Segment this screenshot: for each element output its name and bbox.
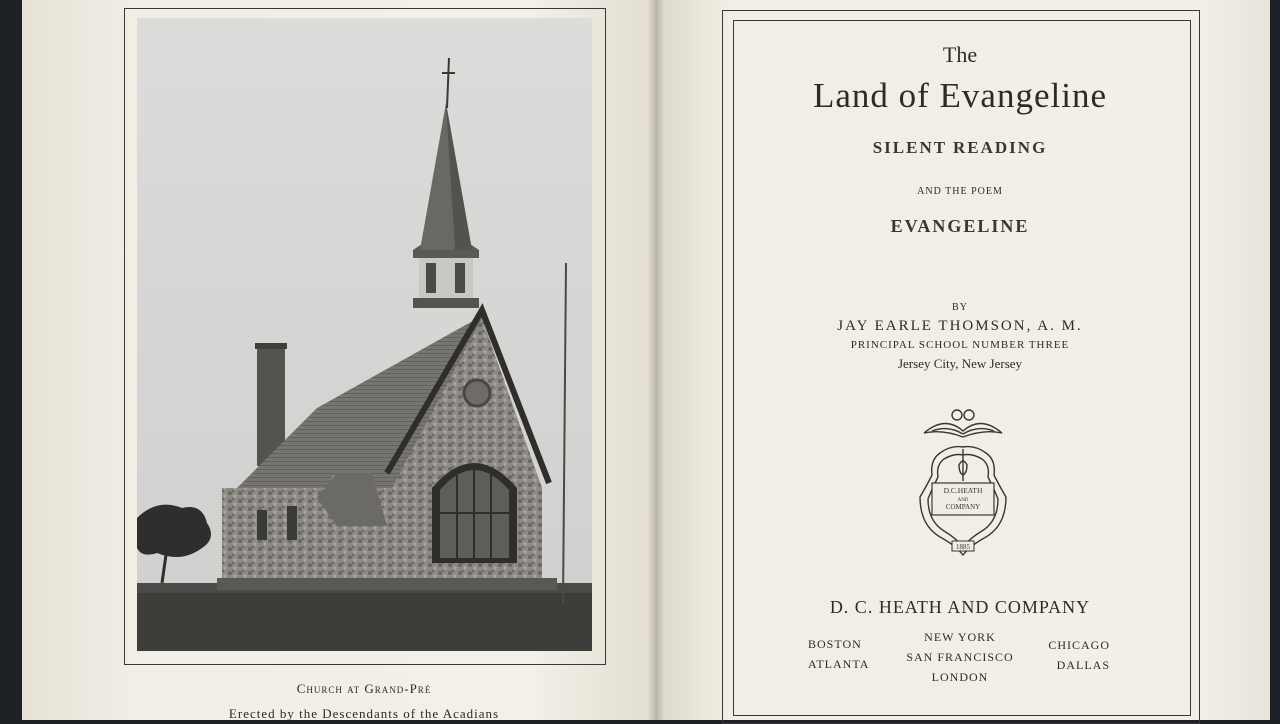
church-photograph xyxy=(137,18,592,651)
city-chicago: CHICAGO xyxy=(1048,638,1110,652)
by-line: BY xyxy=(952,302,968,313)
author-position: PRINCIPAL SCHOOL NUMBER THREE xyxy=(850,339,1070,351)
author-city: Jersey City, New Jersey xyxy=(897,356,1023,371)
logo-line3: COMPANY xyxy=(945,503,981,511)
book-gutter xyxy=(648,0,664,720)
city-atlanta: ATLANTA xyxy=(808,657,870,671)
publisher-logo-icon xyxy=(910,405,1016,565)
publisher-name: D. C. HEATH AND COMPANY xyxy=(829,597,1091,617)
logo-year: 1885 xyxy=(956,543,970,551)
city-new-york: NEW YORK xyxy=(924,630,996,644)
title-small: The xyxy=(942,42,978,67)
logo-line2: AND xyxy=(957,498,969,503)
poem-title: EVANGELINE xyxy=(890,216,1030,236)
city-boston: BOSTON xyxy=(808,637,862,651)
city-san-francisco: SAN FRANCISCO xyxy=(906,650,1014,664)
city-london: LONDON xyxy=(931,670,989,684)
and-the-poem-line: AND THE POEM xyxy=(917,186,1003,197)
city-dallas: DALLAS xyxy=(1056,658,1110,672)
book-title: Land of Evangeline xyxy=(812,76,1107,115)
plate-caption-title: Church at Grand-Pré xyxy=(296,681,432,696)
logo-line1: D.C.HEATH xyxy=(943,486,983,495)
book-subtitle: SILENT READING xyxy=(872,138,1048,157)
author-name: JAY EARLE THOMSON, A. M. xyxy=(837,318,1083,334)
plate-caption-subtitle: Erected by the Descendants of the Acadians xyxy=(228,706,500,721)
